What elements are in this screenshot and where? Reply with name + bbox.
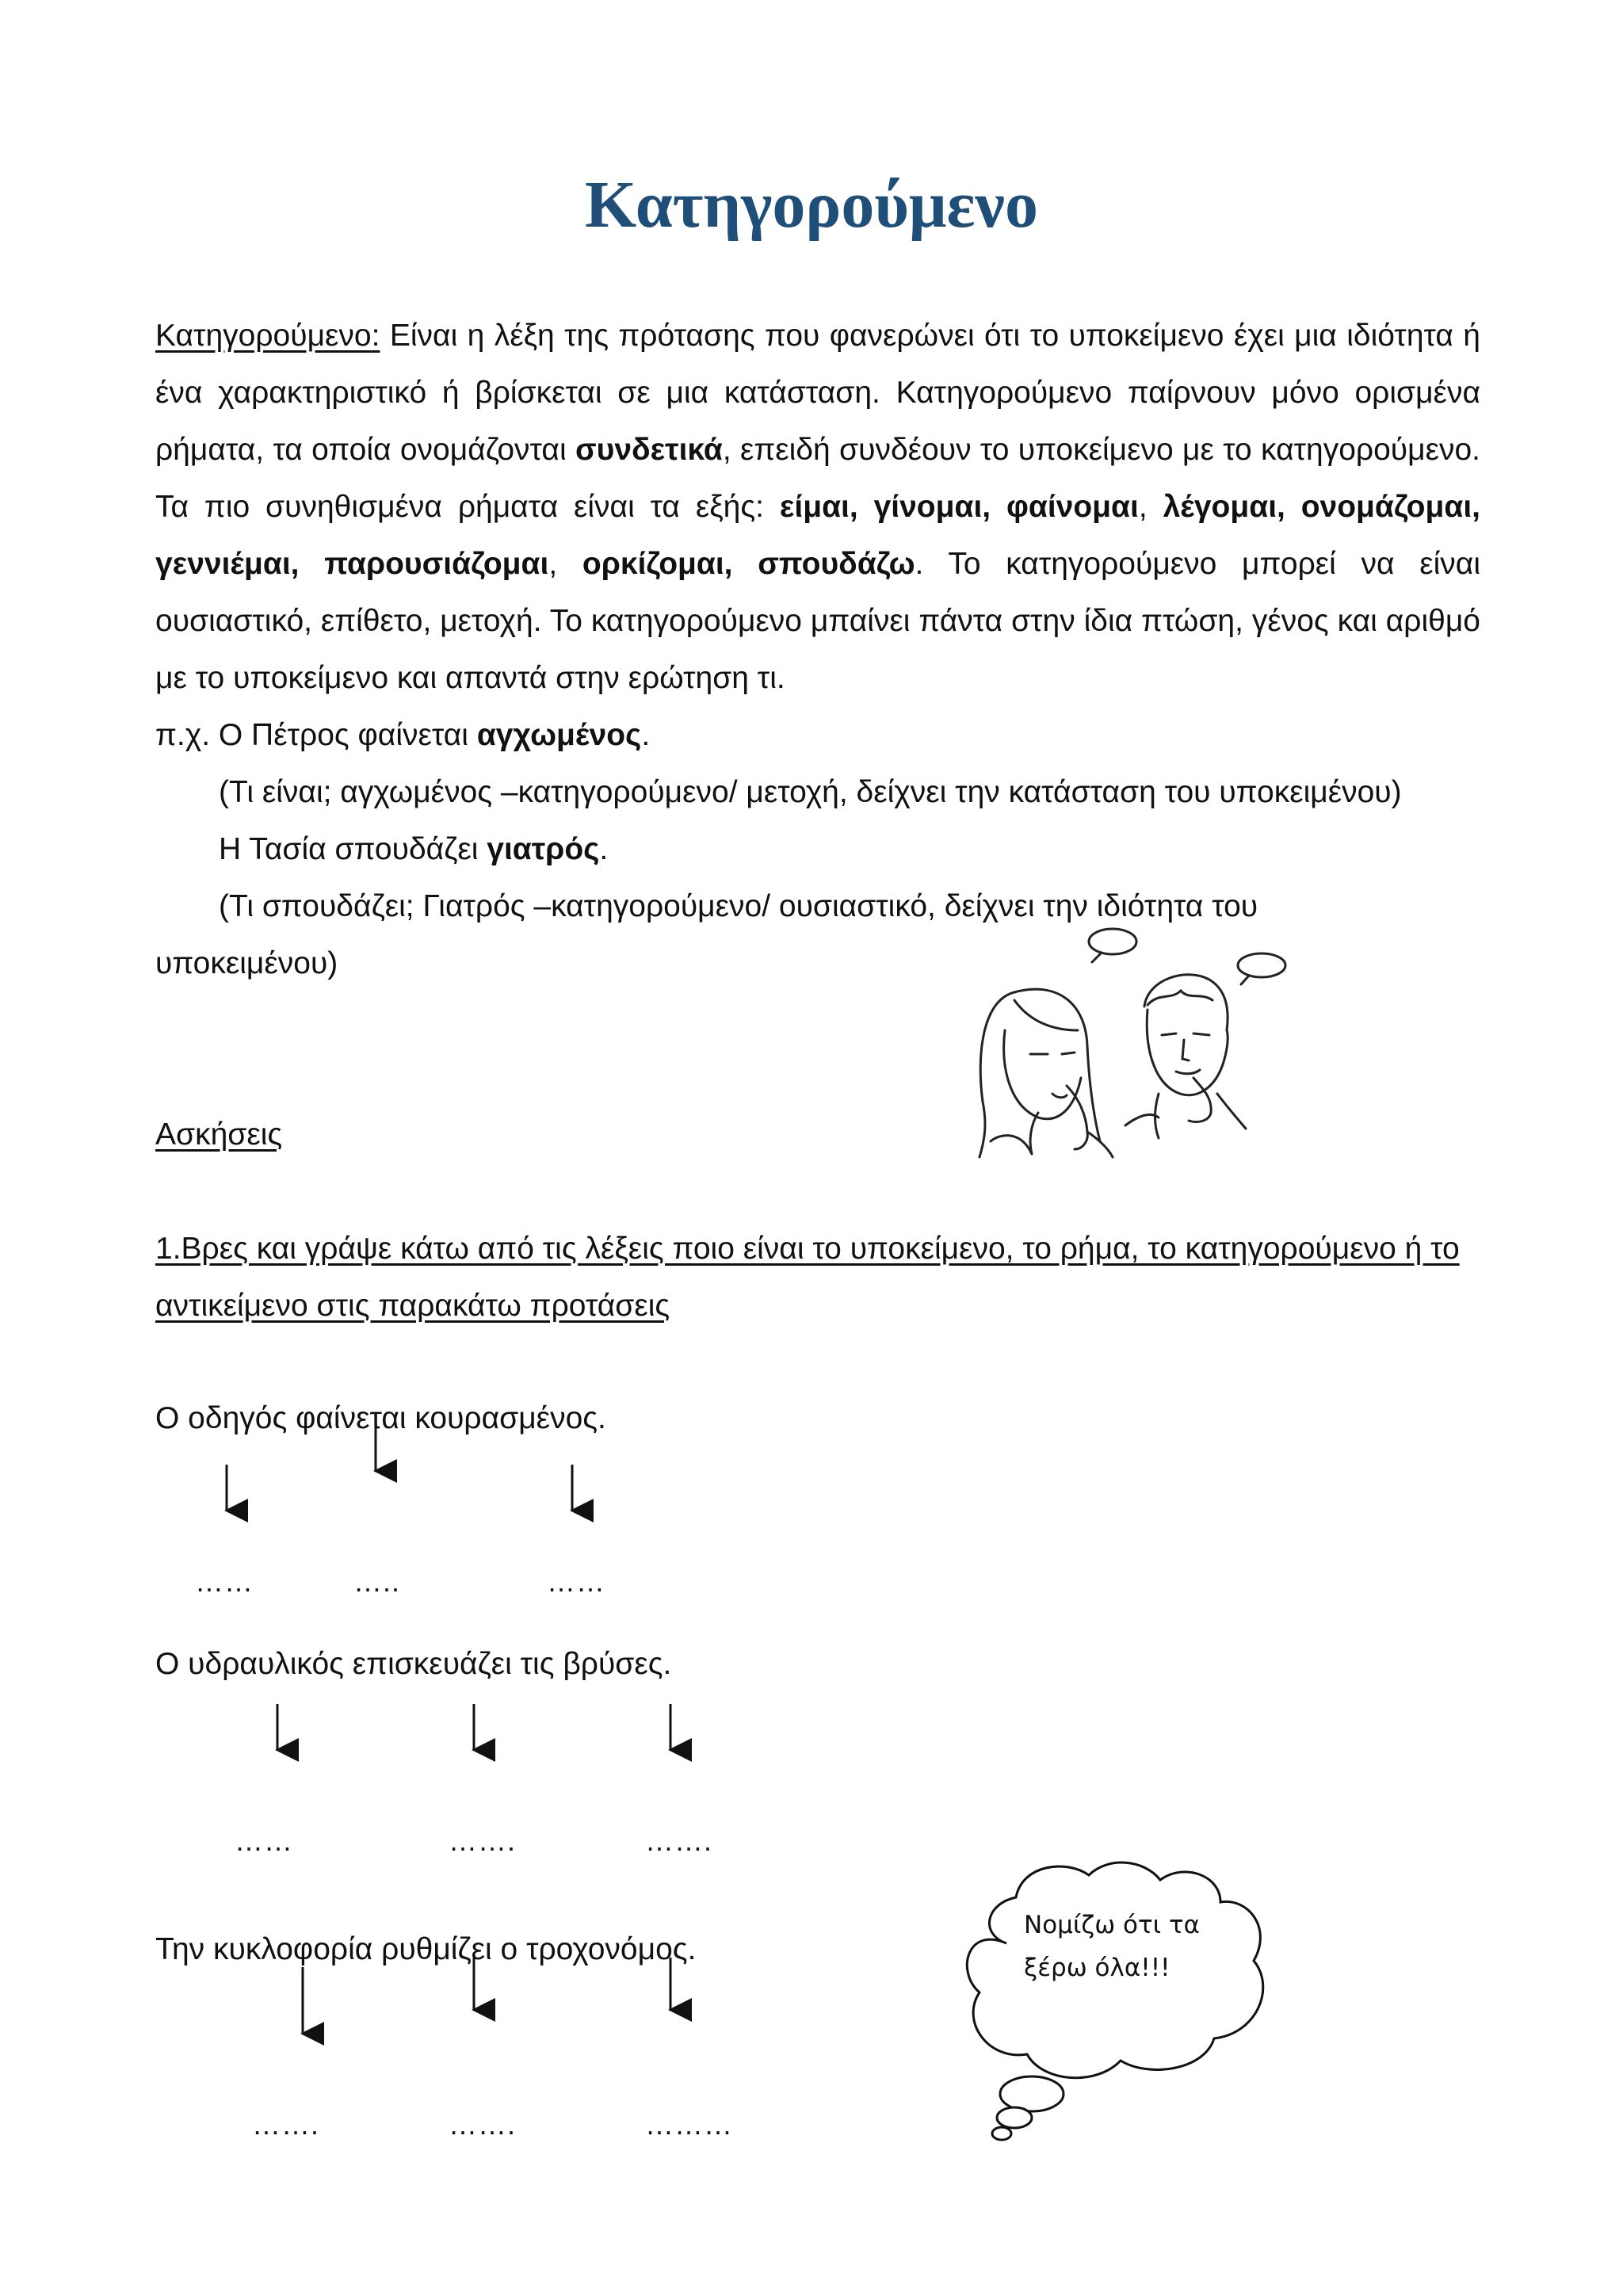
definition-text-4: , xyxy=(548,547,582,581)
sentence-2-arrows xyxy=(277,1704,670,1750)
example-2-note-line-1: (Τι σπουδάζει; Γιατρός –κατηγορούμενο/ ουσιαστικό, δείχνει την ιδιότητα του xyxy=(219,889,1258,923)
sentence-3-blank-1: ……. xyxy=(252,2108,320,2141)
definition-text-3: , xyxy=(1138,490,1163,524)
exercises-heading: Ασκήσεις xyxy=(155,1117,283,1152)
sentence-3: Την κυκλοφορία ρυθμίζει ο τροχονόμος. xyxy=(155,1932,697,1966)
definition-term: Κατηγορούμενο xyxy=(155,319,372,353)
thinking-children-illustration xyxy=(980,929,1285,1157)
small-speech-bubble-icon xyxy=(1089,929,1136,954)
sentence-2: Ο υδραυλικός επισκευάζει τις βρύσες. xyxy=(155,1647,672,1681)
sentence-2-blank-2: ……. xyxy=(449,1824,517,1857)
definition-colon: : xyxy=(371,319,380,353)
thought-bubble-dot xyxy=(992,2127,1011,2140)
thought-bubble-dot xyxy=(1000,2076,1064,2111)
example-1-text: π.χ. Ο Πέτρος φαίνεται xyxy=(155,718,477,752)
example-1-end: . xyxy=(641,718,651,752)
definition-text-2: , επειδή συνδέουν το υποκείμενο με το κατηγορούμενο. Τα πιο συνηθισμένα ρήματα είναι τα εξής: xyxy=(155,433,1481,524)
sentence-1-blank-3: …… xyxy=(547,1565,605,1598)
thought-cloud-text xyxy=(1024,1904,1262,1989)
sentence-3-arrows xyxy=(303,1958,670,2034)
sentence-1-blank-2: ….. xyxy=(353,1565,401,1598)
example-2-end: . xyxy=(599,832,609,866)
sentence-3-blank-2: ……. xyxy=(449,2108,517,2141)
thought-cloud-line-2: ξέρω όλα!!! xyxy=(1024,1954,1170,1982)
girl-figure xyxy=(980,989,1113,1157)
exercise-1-instructions: 1.Βρες και γράψε κάτω από τις λέξεις ποιο είναι το υποκείμενο, το ρήμα, το κατηγορούμενο ή το αντικείμενο στις παρακάτω προτάσεις xyxy=(155,1232,1460,1323)
sentence-2-blank-1: …… xyxy=(235,1824,293,1857)
definition-bold-4: ορκίζομαι, σπουδάζω xyxy=(582,547,915,581)
definition-bold-2: είμαι, γίνομαι, φαίνομαι xyxy=(779,490,1139,524)
definition-bold-1: συνδετικά xyxy=(575,433,723,467)
small-speech-bubble-icon xyxy=(1238,953,1285,977)
sentence-3-blank-3: ……… xyxy=(645,2108,733,2141)
page-title: Κατηγορούμενο xyxy=(585,168,1038,242)
example-1-bold: αγχωμένος xyxy=(476,718,642,752)
definition-text-5: . Το κατηγορούμενο μπορεί να είναι ουσιαστικό, επίθετο, μετοχή. Το κατηγορούμενο μπαίνει πάντα στην ίδια πτώση, γένος και αριθμό με το υποκείμενο και απαντά στην ερώτηση τι. xyxy=(155,547,1480,695)
thought-bubble-dot xyxy=(997,2107,1032,2128)
example-2-bold: γιατρός xyxy=(487,832,600,866)
definition-text-1: Είναι η λέξη της πρότασης που φανερώνει ότι το υποκείμενο έχει μια ιδιότητα ή ένα χαρακτηριστικό ή βρίσκεται σε μια κατάσταση. Κατηγορούμενο παίρνουν μόνο ορισμένα ρήματα, τα οποία ονομάζονται xyxy=(155,319,1480,467)
definition-bold-3: λέγομαι, ονομάζομαι, γεννιέμαι, παρουσιάζομαι xyxy=(155,490,1480,581)
sentence-2-blank-3: ……. xyxy=(645,1824,713,1857)
sentence-1-blank-1: …… xyxy=(195,1565,254,1598)
sentence-1-arrows xyxy=(227,1427,572,1511)
example-2-note-line-2: υποκειμένου) xyxy=(155,946,338,980)
boy-figure xyxy=(1125,975,1246,1138)
sentence-1: Ο οδηγός φαίνεται κουρασμένος. xyxy=(155,1401,606,1435)
thought-cloud-line-1: Νομίζω ότι τα xyxy=(1024,1911,1201,1939)
example-1-note: (Τι είναι; αγχωμένος –κατηγορούμενο/ μετοχή, δείχνει την κατάσταση του υποκειμένου) xyxy=(219,775,1402,809)
example-2-text: Η Τασία σπουδάζει xyxy=(219,832,487,866)
